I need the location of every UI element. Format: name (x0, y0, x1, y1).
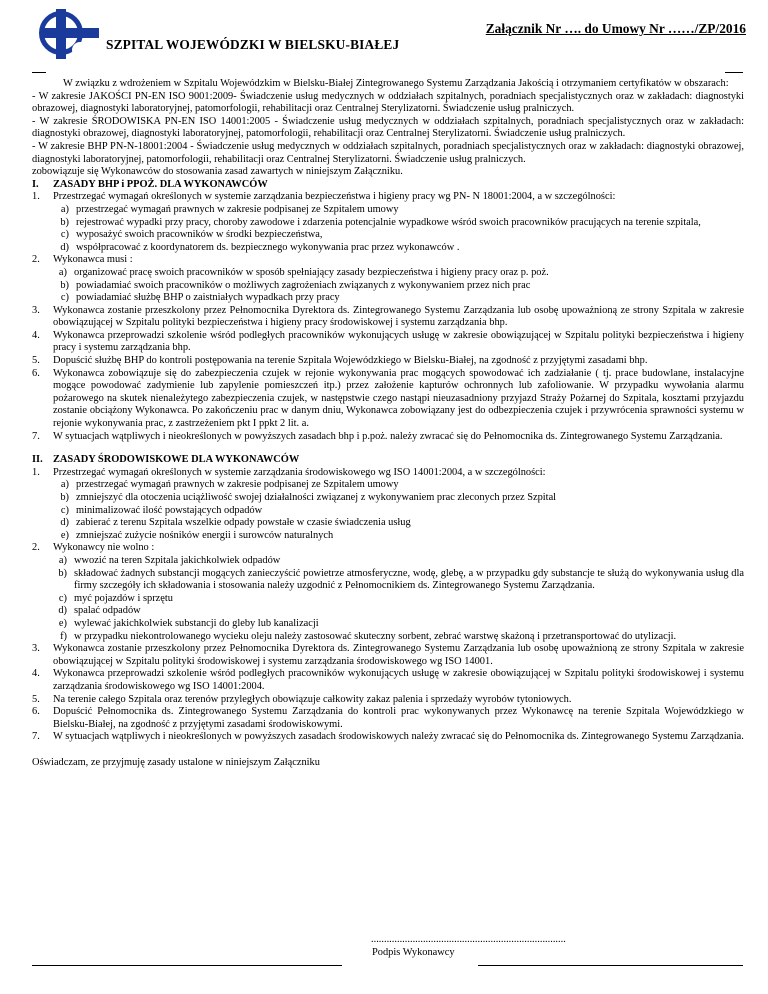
hospital-name: SZPITAL WOJEWÓDZKI W BIELSKU-BIAŁEJ (106, 37, 400, 52)
sub-item: b) zmniejszyć dla otoczenia uciążliwość swojej działalności związanej z wykonywaniem prac zleconych przez Szpital (60, 492, 557, 503)
declaration: Oświadczam, ze przyjmuję zasady ustalone w niniejszym Załączniku (32, 756, 320, 768)
signature-block (371, 934, 566, 959)
list-item: 6. Dopuścić Pełnomocnika ds. Zintegrowanego Systemu Zarządzania do kontroli prac wykonywanych przez Wykonawcę na terenie Szpitala Wojewódzkiego w Bielsku-Białej, na zgodność z przyjętymi zasadami środowiskowymi. (32, 706, 744, 730)
sub-item: c) minimalizować ilość powstających odpadów (60, 504, 263, 516)
intro-paragraph: W związku z wdrożeniem w Szpitalu Wojewódzkim w Bielsku-Białej Zintegrowanego Systemu Zarządzania Jakością i otrzymaniem certyfikatów w obszarach: (63, 78, 729, 89)
section-heading: I. ZASADY BHP i PPOŻ. DLA WYKONAWCÓW (32, 178, 268, 190)
sub-item: a) wwozić na teren Szpitala jakichkolwiek odpadów (58, 554, 281, 566)
section-heading: II. ZASADY ŚRODOWISKOWE DLA WYKONAWCÓW (32, 454, 300, 466)
sub-item: d) współpracować z koordynatorem ds. bezpiecznego wykonywania prac przez wykonawców . (60, 241, 460, 253)
list-item: 7. W sytuacjach wątpliwych i nieokreślonych w powyższych zasadach środowiskowych należy zwracać się do Pełnomocnika ds. Zintegrowanego Systemu Zarządzania. (32, 731, 744, 743)
intro-environment: - W zakresie ŚRODOWISKA PN-EN ISO 14001:2005 - Świadczenie usług medycznych w oddziałach szpitalnych, poradniach specjalistycznych oraz w zakładach: diagnostyki obrazowej, diagnostyki laboratoryjnej, patomorfologii, rehabilitacji oraz Centralnej Sterylizatorni. Świadczenie usług pralniczych. (32, 115, 744, 140)
sub-item: c) powiadamiać służbę BHP o zaistniałych wypadkach przy pracy (60, 292, 340, 304)
frame-line (32, 965, 342, 966)
sub-item: b) powiadamiać swoich pracowników o możliwych zagrożeniach związanych z wykonywaniem przez nich prac (60, 279, 531, 291)
intro-quality: - W zakresie JAKOŚCI PN-EN ISO 9001:2009- Świadczenie usług medycznych w oddziałach szpitalnych, poradniach specjalistycznych oraz w zakładach: diagnostyki obrazowej, diagnostyki laboratoryjnej, patomorfologii, rehabilitacji oraz Centralnej Sterylizatorni. Świadczenie usług pralniczych. (32, 90, 744, 115)
frame-line (32, 72, 46, 73)
sub-item: a) przestrzegać wymagań prawnych w zakresie podpisanej ze Szpitalem umowy (60, 479, 399, 491)
list-item: 1. Przestrzegać wymagań określonych w systemie zarządzania środowiskowego wg ISO 14001:2004, a w szczególności: (32, 466, 546, 478)
sub-item: e) zmniejszać zużycie nośników energii i surowców naturalnych (60, 529, 334, 541)
sub-item: c) wyposażyć swoich pracowników w środki bezpieczeństwa, (60, 229, 323, 241)
frame-line (478, 965, 743, 966)
list-item: 5. Na terenie całego Szpitala oraz terenów przyległych obowiązuje całkowity zakaz palenia i sprzedaży wyrobów tytoniowych. (32, 693, 572, 705)
frame-line (725, 72, 743, 73)
sub-item: b) składować żadnych substancji mogących zanieczyścić powietrze atmosferyczne, wodę, glebę, a w przypadku gdy substancje te służą do wykonywania usług dla firmy szczegóły ich składowania i stosowania należy uzgodnić z Pełnomocnikiem ds. Zintegrowanego Systemu Zarządzania. (58, 567, 744, 592)
list-item: 4. Wykonawca przeprowadzi szkolenie wśród podległych pracowników wykonujących usługę w zakresie obowiązującej w Szpitalu polityki bezpieczeństwa i higieny pracy i systemu zarządzania bhp. (32, 329, 744, 354)
hospital-logo (36, 6, 102, 64)
list-item: 3. Wykonawca zostanie przeszkolony przez Pełnomocnika Dyrektora ds. Zintegrowanego Systemu Zarządzania lub osobę upoważnioną ze strony Szpitala w zakresie obowiązującej w Szpitalu polityki środowiskowej i systemu zarządzania środowiskowego wg ISO 14001. (32, 643, 744, 667)
intro-closing: zobowiązuje się Wykonawców do stosowania zasad zawartych w niniejszym Załączniku. (32, 166, 403, 178)
sub-item: a) organizować pracę swoich pracowników w sposób spełniający zasady bezpieczeństwa i higieny pracy oraz p. poż. (58, 266, 549, 278)
list-item: 2. Wykonawcy nie wolno : (32, 542, 155, 554)
sub-item: f) w przypadku niekontrolowanego wycieku oleju należy zastosować skuteczny sorbent, zebrać warstwę skażoną i przetransportować do utylizacji. (60, 630, 677, 642)
list-item: 6. Wykonawca zobowiązuje się do zabezpieczenia czujek w rejonie wykonywania prac mogących spowodować ich zadziałanie ( tj. prace budowlane, instalacyjne mogące powodować zadymienie lub zapylenie pomieszczeń itp.) przez założenie kapturów ochronnych lub zafoliowanie. W przypadku wywołania alarmu pożarowego na skutek nienależytego zabezpieczenia czujek, w następstwie czego nastąpi nieuzasadniony przyjazd Straży Pożarnej do Szpitala, kosztami przyjazdu zostanie obciążony Wykonawca. Po zakończeniu prac w danym dniu, Wykonawca zobowiązany jest do odbezpieczenia czujek i przywrócenia sprawności systemu w rejonie wykonywania prac, z zastrzeżeniem pkt I ppkt 2 lit. a. (32, 367, 744, 430)
list-item: 4. Wykonawca przeprowadzi szkolenie wśród podległych pracowników wykonujących usługę w zakresie obowiązującej w Szpitalu polityki środowiskowej i systemu zarządzania środowiskowego wg ISO 14001:2004. (32, 668, 744, 692)
signature-label: Podpis Wykonawcy (372, 946, 455, 958)
annex-title: Załącznik Nr …. do Umowy Nr ……/ZP/2016 (485, 21, 746, 36)
sub-item: d) spalać odpadów (58, 605, 141, 617)
sub-item: a) przestrzegać wymagań prawnych w zakresie podpisanej ze Szpitalem umowy (60, 203, 399, 215)
list-item: 3. Wykonawca zostanie przeszkolony przez Pełnomocnika Dyrektora ds. Zintegrowanego Systemu Zarządzania lub osobę upoważnioną ze strony Szpitala w zakresie obowiązującej w Szpitalu polityki bezpieczeństwa i higieny pracy środowiskowej i systemu zarządzania bhp. (32, 304, 744, 329)
list-item: 5. Dopuścić służbę BHP do kontroli postępowania na terenie Szpitala Wojewódzkiego w Bielsku-Białej, na zgodność z przyjętymi zasadami bhp. (32, 355, 648, 367)
sub-item: b) rejestrować wypadki przy pracy, choroby zawodowe i zdarzenia potencjalnie wypadkowe wśród swoich pracowników pracujących na terenie szpitala, (60, 216, 701, 228)
sub-item: d) zabierać z terenu Szpitala wszelkie odpady powstałe w czasie świadczenia usług (60, 517, 411, 529)
document-body (32, 78, 744, 769)
list-item: 1. Przestrzegać wymagań określonych w systemie zarządzania bezpieczeństwa i higieny pracy wg PN- N 18001:2004, a w szczególności: (32, 191, 616, 203)
list-item: 7. W sytuacjach wątpliwych i nieokreślonych w powyższych zasadach bhp i p.poż. należy zwracać się do Pełnomocnika ds. Zintegrowanego Systemu Zarządzania. (32, 430, 723, 442)
sub-item: c) myć pojazdów i sprzętu (58, 592, 173, 604)
intro-bhp: - W zakresie BHP PN-N-18001:2004 - Świadczenie usług medycznych w oddziałach szpitalnych, poradniach specjalistycznych oraz w zakładach: diagnostyki obrazowej, diagnostyki laboratoryjnej, patomorfologii, rehabilitacji oraz Centralnej Sterylizatorni. Świadczenie usług pralniczych. (32, 140, 744, 165)
signature-line: ........................................................................... (371, 934, 566, 945)
list-item: 2. Wykonawca musi : (32, 254, 133, 266)
sub-item: e) wylewać jakichkolwiek substancji do gleby lub kanalizacji (58, 617, 319, 629)
